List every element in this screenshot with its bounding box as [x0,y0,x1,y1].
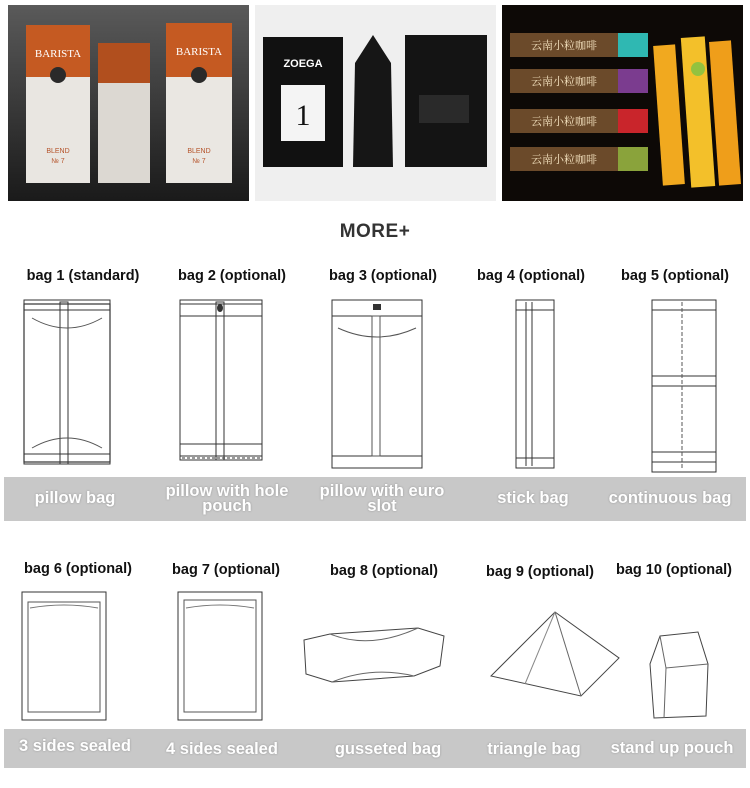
blend-number-text: № 7 [51,158,65,165]
triangle-label: triangle bag [487,740,581,758]
zoega-number-text: 1 [295,99,311,132]
bag-6-label: bag 6 (optional) [24,561,132,577]
pillow-bag-icon [22,298,112,468]
stick-pack-text-4: 云南小粒咖啡 [531,154,597,166]
more-heading: MORE+ [339,221,411,242]
blend-number-text-2: № 7 [192,158,206,165]
three-side-label: 3 sides sealed [19,737,131,755]
blend-text: BLEND [46,148,70,155]
bag-5-label: bag 5 (optional) [621,268,729,284]
blend-text-2: BLEND [187,148,211,155]
photo-stick-packs [502,5,743,201]
barista-brand-text-2: BARISTA [175,46,223,58]
zoega-brand-text: ZOEGA [283,58,323,70]
four-side-seal-bag-icon [176,590,264,722]
bag-2-label: bag 2 (optional) [178,268,286,284]
pillow-hole-bag-icon [178,298,264,464]
three-side-seal-bag-icon [20,590,108,722]
pillow-hole-label: pillow with hole pouch [165,482,289,515]
barista-brand-text: BARISTA [34,48,82,60]
bag-10-label: bag 10 (optional) [616,562,732,578]
stick-pack-text-2: 云南小粒咖啡 [531,76,597,88]
stand-up-label: stand up pouch [610,739,734,757]
continuous-bag-icon [650,298,718,474]
bag-3-label: bag 3 (optional) [329,268,437,284]
four-side-label: 4 sides sealed [166,740,278,758]
euro-slot-bag-icon [330,298,424,470]
bag-8-label: bag 8 (optional) [330,563,438,579]
triangle-bag-icon [485,606,625,702]
stick-pack-text-1: 云南小粒咖啡 [531,40,597,52]
bag-9-label: bag 9 (optional) [486,564,594,580]
euro-slot-label: pillow with euro slot [319,482,445,515]
bag-4-label: bag 4 (optional) [477,268,585,284]
photo-zoega-bags [255,5,496,201]
gusseted-bag-icon [300,610,448,696]
stick-bag-label: stick bag [497,489,569,507]
bag-7-label: bag 7 (optional) [172,562,280,578]
continuous-bag-label: continuous bag [608,489,732,507]
pillow-bag-label: pillow bag [34,489,116,507]
photo-barista-bags [8,5,249,201]
stick-bag-icon [514,298,556,470]
bag-1-label: bag 1 (standard) [26,268,140,284]
stand-up-pouch-icon [646,624,712,720]
stick-pack-text-3: 云南小粒咖啡 [531,116,597,128]
gusseted-label: gusseted bag [334,740,442,758]
